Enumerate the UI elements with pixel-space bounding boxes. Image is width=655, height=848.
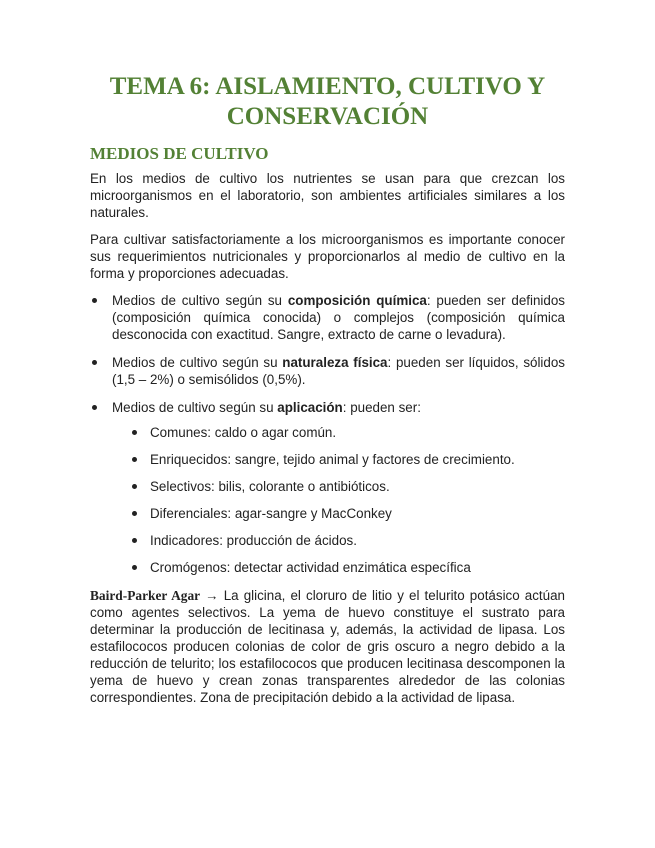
section-heading: MEDIOS DE CULTIVO <box>90 144 269 163</box>
baird-parker-paragraph <box>90 587 565 706</box>
list-item-naturaleza <box>90 354 565 388</box>
bullet-suffix: : pueden ser: <box>342 400 421 415</box>
list-item-aplicacion <box>90 399 565 576</box>
media-classification-list <box>90 292 565 576</box>
bullet-keyword: naturaleza física <box>282 355 388 370</box>
page-title: TEMA 6: AISLAMIENTO, CULTIVO Y CONSERVACIÓN <box>109 73 546 130</box>
bullet-keyword: composición química <box>287 293 427 308</box>
bullet-prefix: Medios de cultivo según su <box>112 355 283 370</box>
baird-parker-name: Baird-Parker Agar <box>90 588 201 603</box>
sublist-item-indicadores: Indicadores: producción de ácidos. <box>130 532 565 549</box>
arrow-icon: → <box>205 588 219 603</box>
application-sublist <box>112 424 565 576</box>
requirements-paragraph: Para cultivar satisfactoriamente a los microorganismos es importante conocer sus requerimientos nutricionales y proporcionarlos al medio de cultivo en la forma y proporciones adecuadas. <box>90 232 565 281</box>
sublist-item-enriquecidos: Enriquecidos: sangre, tejido animal y factores de crecimiento. <box>130 451 565 468</box>
sublist-item-cromogenos: Cromógenos: detectar actividad enzimática específica <box>130 559 565 576</box>
intro-paragraph: En los medios de cultivo los nutrientes se usan para que crezcan los microorganismos en el laboratorio, son ambientes artificiales similares a los naturales. <box>90 171 565 220</box>
bullet-suffix: : pueden ser líquidos, sólidos (1,5 – 2%) o semisólidos (0,5%). <box>112 355 565 387</box>
bullet-prefix: Medios de cultivo según su <box>112 293 288 308</box>
bullet-suffix: : pueden ser definidos (composición química conocida) o complejos (composición química desconocida con exactitud. Sangre, extracto de carne o levadura). <box>112 293 565 342</box>
sublist-item-diferenciales: Diferenciales: agar-sangre y MacConkey <box>130 505 565 522</box>
baird-parker-text: La glicina, el cloruro de litio y el telurito potásico actúan como agentes selectivos. La yema de huevo constituye el sustrato para determinar la producción de lecitinasa y, además, la actividad de lipasa. Los estafilococos producen colonias de color de gris oscuro a negro debido a la reducción de telurito; los estafilococos que producen lecitinasa descomponen la yema de huevo y crean zonas transparentes alrededor de las colonias correspondientes. Zona de precipitación debido a la actividad de lipasa. <box>90 588 565 705</box>
bullet-prefix: Medios de cultivo según su <box>112 400 278 415</box>
sublist-item-selectivos: Selectivos: bilis, colorante o antibióticos. <box>130 478 565 495</box>
list-item-composicion <box>90 292 565 343</box>
sublist-item-comunes: Comunes: caldo o agar común. <box>130 424 565 441</box>
bullet-keyword: aplicación <box>277 400 343 415</box>
